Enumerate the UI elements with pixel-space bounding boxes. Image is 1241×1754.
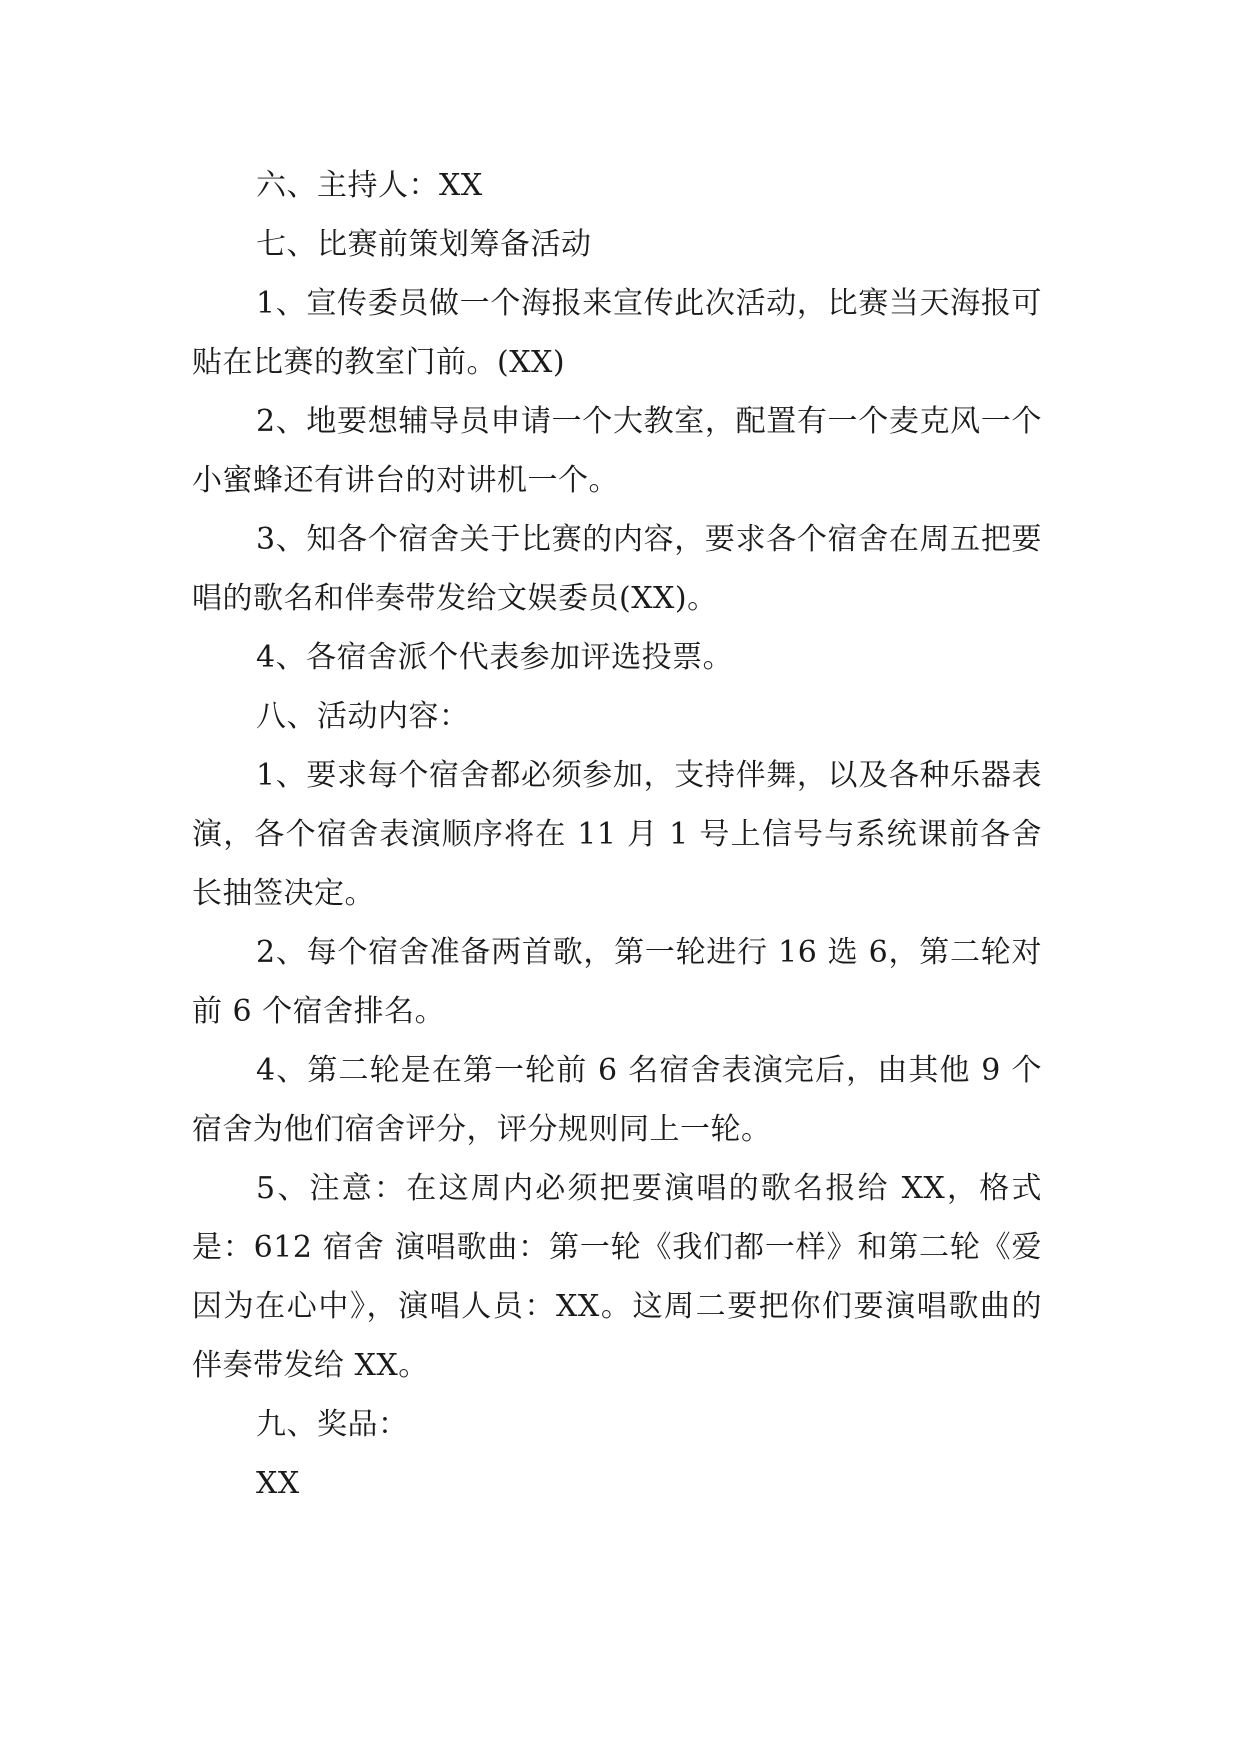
section-heading-host: 六、主持人：XX	[256, 168, 483, 203]
section-heading-preparation: 七、比赛前策划筹备活动	[256, 227, 592, 262]
section-heading-content: 八、活动内容：	[256, 699, 470, 734]
document-body	[192, 156, 1042, 1513]
section-heading-prizes: 九、奖品：	[256, 1407, 409, 1442]
content-item-4: 4、第二轮是在第一轮前 6 名宿舍表演完后，由其他 9 个宿舍为他们宿舍评分，评分规则同上一轮。	[192, 1053, 1042, 1147]
prep-item-3: 3、知各个宿舍关于比赛的内容，要求各个宿舍在周五把要唱的歌名和伴奏带发给文娱委员(XX)。	[192, 522, 1042, 616]
content-item-5: 5、注意：在这周内必须把要演唱的歌名报给 XX，格式是：612 宿舍 演唱歌曲：第一轮《我们都一样》和第二轮《爱因为在心中》，演唱人员：XX。这周二要把你们要演唱歌曲的伴奏带发给 XX。	[192, 1171, 1042, 1383]
prizes-value: XX	[256, 1466, 300, 1501]
content-item-1: 1、要求每个宿舍都必须参加，支持伴舞，以及各种乐器表演，各个宿舍表演顺序将在 11 月 1 号上信号与系统课前各舍长抽签决定。	[192, 758, 1042, 911]
prep-item-4: 4、各宿舍派个代表参加评选投票。	[256, 640, 734, 675]
prep-item-1: 1、宣传委员做一个海报来宣传此次活动，比赛当天海报可贴在比赛的教室门前。(XX)	[192, 286, 1042, 380]
prep-item-2: 2、地要想辅导员申请一个大教室，配置有一个麦克风一个小蜜蜂还有讲台的对讲机一个。	[192, 404, 1042, 498]
content-item-2: 2、每个宿舍准备两首歌，第一轮进行 16 选 6，第二轮对前 6 个宿舍排名。	[192, 935, 1042, 1029]
